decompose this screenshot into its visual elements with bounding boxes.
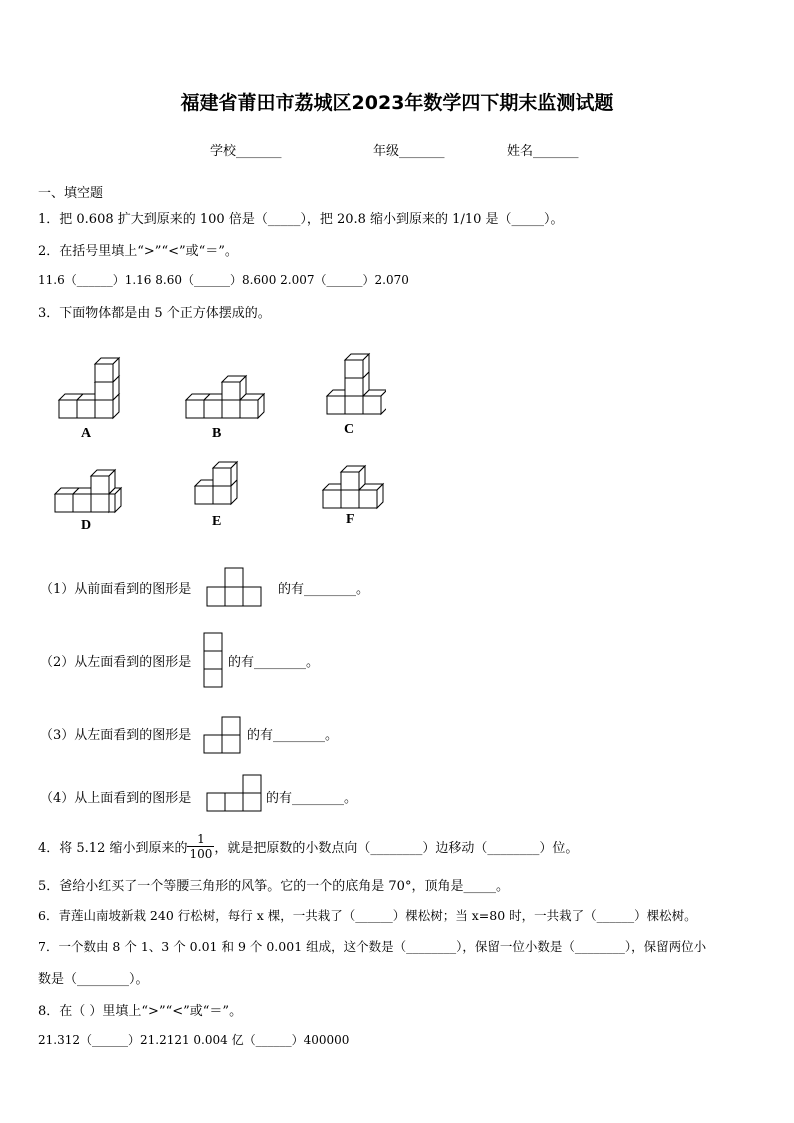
view-front-shape bbox=[206, 567, 264, 607]
question-2-items: 11.6（______）1.16 8.60（______）8.600 2.007（______）2.070 bbox=[38, 273, 409, 287]
question-4 bbox=[38, 826, 578, 866]
figure-label-b: B bbox=[212, 426, 222, 441]
question-7-line-1: 7．一个数由 8 个 1、3 个 0.01 和 9 个 0.001 组成，这个数是（________），保留一位小数是（________），保留两位小 bbox=[38, 939, 707, 954]
sub-question-2-suffix: 的有________。 bbox=[228, 655, 320, 670]
figure-label-d: D bbox=[81, 518, 92, 533]
fraction bbox=[187, 832, 214, 861]
sub-question-3-suffix: 的有________。 bbox=[247, 728, 339, 743]
sub-question-2-prefix: （2）从左面看到的图形是 bbox=[40, 655, 192, 670]
question-3: 3．下面物体都是由 5 个正方体摆成的。 bbox=[38, 306, 271, 321]
grade-field: 年级_______ bbox=[373, 144, 445, 159]
cube-figure-e bbox=[192, 460, 244, 514]
question-1: 1．把 0.608 扩大到原来的 100 倍是（_____），把 20.8 缩小到原来的 1/10 是（_____）。 bbox=[38, 212, 564, 227]
cube-figure-d bbox=[52, 468, 124, 516]
fraction-numerator: 1 bbox=[187, 832, 214, 847]
sub-question-4-prefix: （4）从上面看到的图形是 bbox=[40, 791, 192, 806]
question-7-line-2: 数是（________）。 bbox=[38, 972, 149, 987]
cube-figure-a bbox=[56, 356, 126, 426]
figure-label-f: F bbox=[346, 512, 355, 527]
name-field: 姓名_______ bbox=[507, 144, 579, 159]
school-field: 学校_______ bbox=[210, 144, 282, 159]
section-heading: 一、填空题 bbox=[38, 186, 104, 201]
sub-question-1-suffix: 的有________。 bbox=[278, 582, 370, 597]
sub-question-1-prefix: （1）从前面看到的图形是 bbox=[40, 582, 192, 597]
view-left-shape-column bbox=[203, 632, 225, 688]
figure-label-c: C bbox=[344, 422, 355, 437]
fraction-denominator: 100 bbox=[189, 846, 213, 861]
question-2: 2．在括号里填上“>”“<”或“＝”。 bbox=[38, 244, 238, 259]
cube-figure-c bbox=[324, 352, 386, 416]
cube-figure-b bbox=[183, 374, 265, 424]
question-8-items: 21.312（______）21.2121 0.004 亿（______）400000 bbox=[38, 1033, 350, 1047]
question-5: 5．爸给小红买了一个等腰三角形的风筝。它的一个的底角是 70°，顶角是_____。 bbox=[38, 879, 509, 894]
sub-question-3-prefix: （3）从左面看到的图形是 bbox=[40, 728, 192, 743]
question-4-suffix: ，就是把原数的小数点向（________）边移动（________）位。 bbox=[214, 840, 579, 856]
question-6: 6．青莲山南坡新栽 240 行松树，每行 x 棵，一共栽了（______）棵松树；当 x=80 时，一共栽了（______）棵松树。 bbox=[38, 908, 697, 923]
question-8: 8．在（ ）里填上“>”“<”或“＝”。 bbox=[38, 1004, 243, 1019]
page-title: 福建省莆田市荔城区2023年数学四下期末监测试题 bbox=[180, 92, 614, 114]
sub-question-4-suffix: 的有________。 bbox=[266, 791, 358, 806]
cube-figure-f bbox=[320, 464, 392, 512]
figure-label-e: E bbox=[212, 514, 222, 529]
view-top-shape bbox=[204, 774, 264, 812]
figure-label-a: A bbox=[81, 426, 92, 441]
question-4-prefix: 4．将 5.12 缩小到原来的 bbox=[38, 840, 188, 856]
view-left-shape-l bbox=[203, 716, 243, 754]
